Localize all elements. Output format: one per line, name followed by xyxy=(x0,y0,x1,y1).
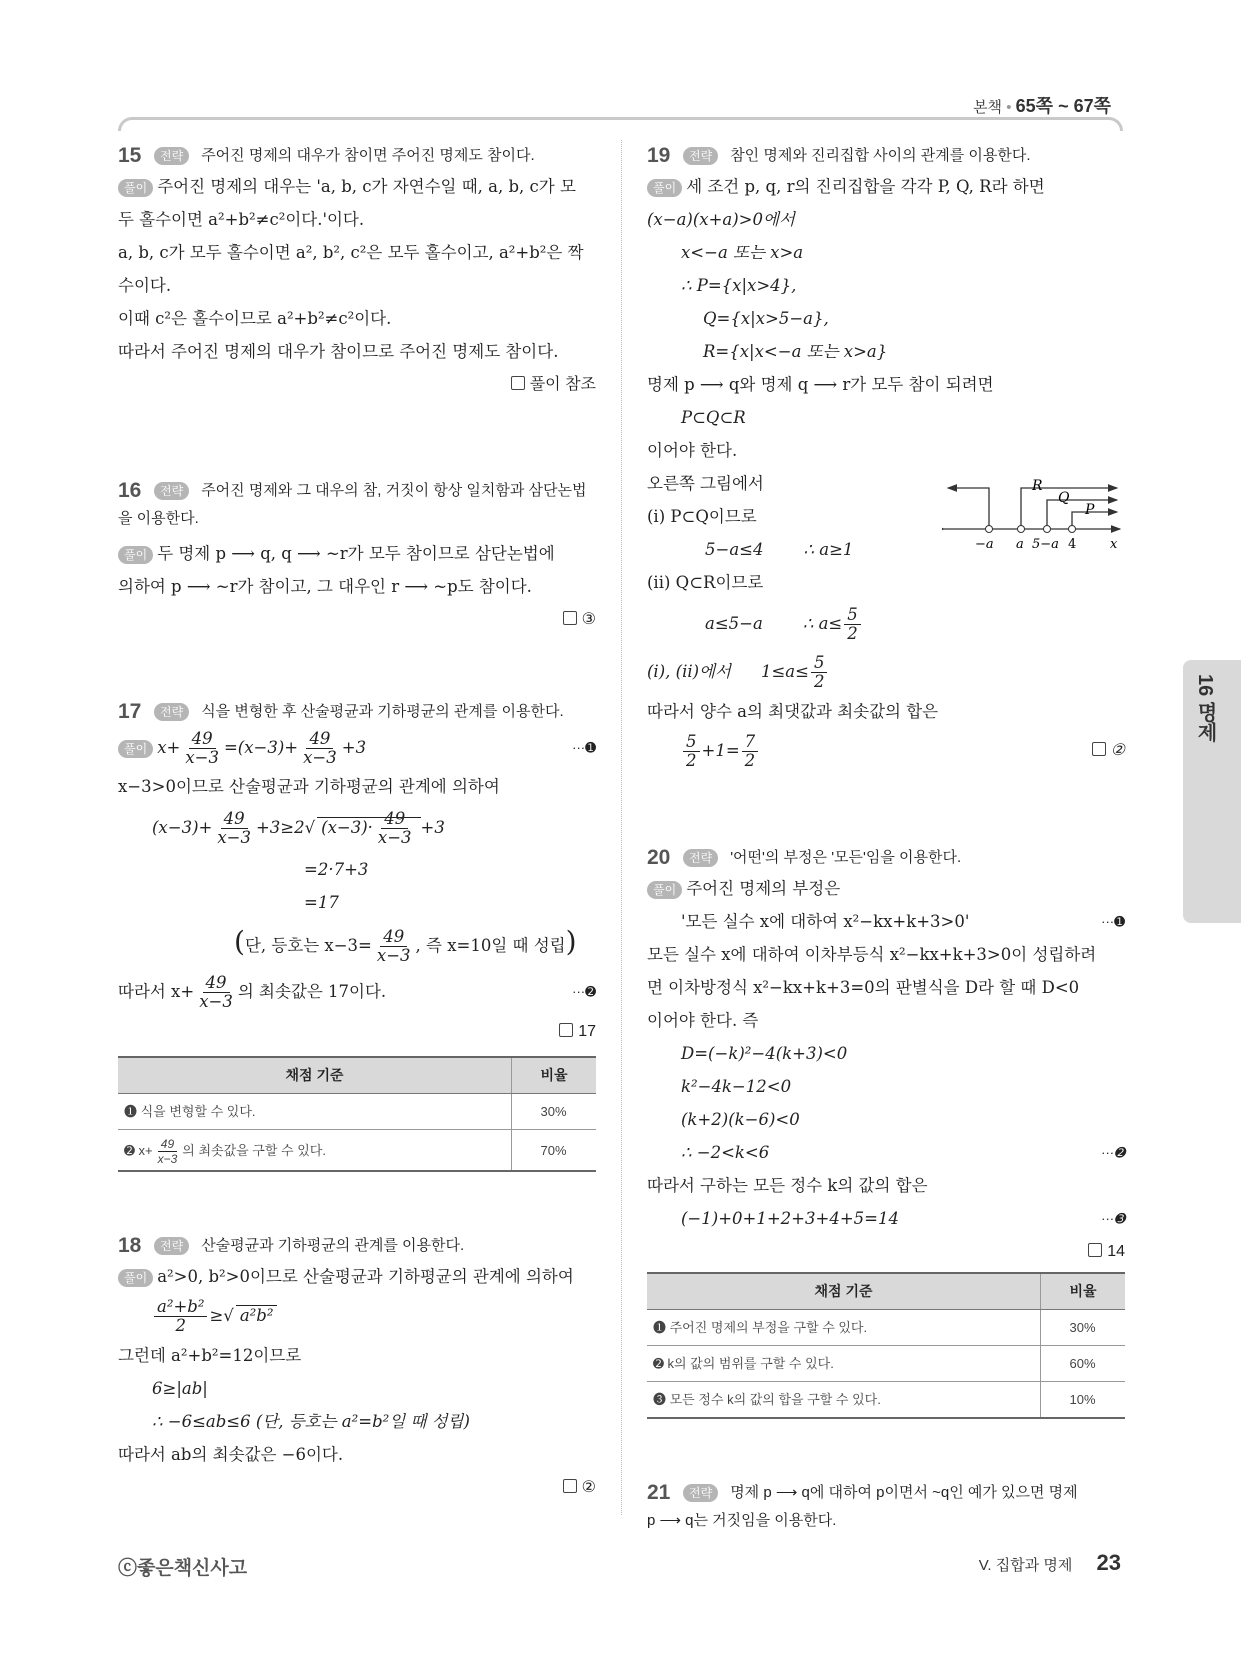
math-line: $\frac{\text{a²+b²}}{2}$ ≥√ a²b² xyxy=(118,1293,596,1339)
solution-line: 따라서 주어진 명제의 대우가 참이므로 주어진 명제도 참이다. xyxy=(118,342,559,361)
answer-icon xyxy=(1092,742,1106,756)
solution-badge: 풀이 xyxy=(118,546,153,564)
math-line: (x−a)(x+a)>0에서 xyxy=(647,210,795,229)
publisher-logo: ⓒ좋은책신사고 xyxy=(118,1558,248,1579)
strategy-badge: 전략 xyxy=(683,849,718,867)
solution-line: 따라서 x+ $\frac{49}{x-3}$ 의 최솟값은 17이다. ···➋ xyxy=(118,969,596,1015)
answer xyxy=(118,368,596,401)
solution-badge: 풀이 xyxy=(118,179,153,197)
math-line: =17 xyxy=(304,893,339,912)
solution-line: 따라서 구하는 모든 정수 k의 값의 합은 xyxy=(647,1176,928,1195)
step-marker: ···➊ xyxy=(1101,914,1125,929)
right-column xyxy=(647,142,1125,1535)
math-line: a≤5−a ∴ a≤ $\frac{5}{2}$ xyxy=(647,599,1125,649)
solution-line: 의하여 p ⟶ ~r가 참이고, 그 대우인 r ⟶ ~p도 참이다. xyxy=(118,577,532,596)
answer-icon xyxy=(511,376,525,390)
chapter-title: V. 집합과 명제 xyxy=(978,1557,1073,1574)
math-line: (k+2)(k−6)<0 xyxy=(681,1110,800,1129)
strategy-text: 산술평균과 기하평균의 관계를 이용한다. xyxy=(201,1237,465,1254)
chapter-side-tab xyxy=(1183,660,1241,923)
question-number: 16 xyxy=(118,479,142,502)
strategy-text: 주어진 명제의 대우가 참이면 주어진 명제도 참이다. xyxy=(201,147,535,164)
point-5-a xyxy=(1044,526,1051,533)
math-line: =2·7+3 xyxy=(304,860,369,879)
solution-line: '모든 실수 x에 대하여 x²−kx+k+3>0' ···➊ xyxy=(647,905,1125,938)
math-line: ∴ P={x|x>4}, xyxy=(681,276,797,295)
answer-text: 14 xyxy=(1107,1243,1125,1260)
strategy-badge: 전략 xyxy=(154,703,189,721)
table-header: 채점 기준 xyxy=(118,1057,512,1094)
answer-icon xyxy=(563,1479,577,1493)
solution-badge: 풀이 xyxy=(647,881,682,899)
answer-text: ② xyxy=(581,1479,596,1496)
math-line: (−1)+0+1+2+3+4+5=14 ···➌ xyxy=(647,1202,1125,1235)
answer xyxy=(647,1235,1125,1268)
solution-line: 이어야 한다. 즉 xyxy=(647,1011,759,1030)
question-18 xyxy=(118,1232,596,1504)
set-r-left xyxy=(948,488,989,529)
math-line: $\frac{5}{2}$ +1= $\frac{7}{2}$ ② xyxy=(647,728,1125,774)
question-number: 15 xyxy=(118,144,142,167)
solution-line: 이때 c²은 홀수이므로 a²+b²≠c²이다. xyxy=(118,309,392,328)
solution-line: 수이다. xyxy=(118,276,172,295)
set-p xyxy=(1072,512,1117,529)
math-line: D=(−k)²−4(k+3)<0 xyxy=(681,1044,848,1063)
math-line: 6≥|ab| xyxy=(152,1379,208,1398)
question-number: 19 xyxy=(647,144,671,167)
step-marker: ···➋ xyxy=(1101,1145,1125,1160)
page-footer xyxy=(979,1550,1121,1576)
answer xyxy=(118,1471,596,1504)
math-line: (x−3)+ $\frac{49}{x-3}$ +3≥2√ (x−3)· $\frac{49}{x-3}$ +3 xyxy=(152,809,445,847)
solution-line: a, b, c가 모두 홀수이면 a², b², c²은 모두 홀수이고, a²+b²은 짝 xyxy=(118,243,584,262)
solution-line: 주어진 명제의 대우는 'a, b, c가 자연수일 때, a, b, c가 모 xyxy=(157,177,576,196)
table-row: ➌ 모든 정수 k의 값의 합을 구할 수 있다. 10% xyxy=(647,1382,1125,1419)
answer xyxy=(1092,728,1125,774)
question-21 xyxy=(647,1479,1125,1535)
strategy-text: 명제 p ⟶ q에 대하여 p이면서 ~q인 예가 있으면 명제 xyxy=(730,1484,1078,1501)
step-marker: ···➌ xyxy=(1101,1211,1125,1226)
answer xyxy=(118,603,596,636)
solution-line: 그런데 a²+b²=12이므로 xyxy=(118,1346,302,1365)
header-rule xyxy=(118,117,1123,131)
solution-badge: 풀이 xyxy=(647,179,682,197)
math-line: 5−a≤4 ∴ a≥1 xyxy=(705,540,854,559)
math-line: P⊂Q⊂R xyxy=(681,408,746,427)
solution-line: 따라서 양수 a의 최댓값과 최솟값의 합은 xyxy=(647,702,939,721)
label-r: R xyxy=(1032,478,1043,494)
solution-line: 두 홀수이면 a²+b²≠c²이다.'이다. xyxy=(118,210,365,229)
point-a xyxy=(1018,526,1025,533)
table-row: ➋ k의 값의 범위를 구할 수 있다. 60% xyxy=(647,1346,1125,1382)
strategy-text: 식을 변형한 후 산술평균과 기하평균의 관계를 이용한다. xyxy=(201,703,564,720)
fraction: $\frac{49}{x-3}$ xyxy=(185,729,219,767)
step-marker: ···➋ xyxy=(572,984,596,999)
tick-a: a xyxy=(1016,537,1024,552)
math-condition: (단, 등호는 x−3= $\frac{49}{x-3}$ , 즉 x=10일 때 성립) xyxy=(234,925,577,965)
strategy-text-cont: 을 이용한다. xyxy=(118,510,199,527)
header-book: 본책 xyxy=(973,99,1003,116)
question-15 xyxy=(118,142,596,401)
header-pages: 65쪽 ~ 67쪽 xyxy=(1015,96,1111,116)
tick-neg-a: −a xyxy=(975,537,994,552)
solution-badge: 풀이 xyxy=(118,1269,153,1287)
question-17 xyxy=(118,698,596,1172)
point-4 xyxy=(1069,526,1076,533)
page-header xyxy=(973,92,1111,118)
scoring-table xyxy=(118,1056,596,1172)
question-19 xyxy=(647,142,1125,774)
step-marker: ···➊ xyxy=(572,740,596,755)
math-line: k²−4k−12<0 xyxy=(681,1077,792,1096)
answer xyxy=(118,1015,596,1048)
table-header: 비율 xyxy=(512,1057,597,1094)
solution-line: (i) P⊂Q이므로 xyxy=(647,507,757,526)
strategy-badge: 전략 xyxy=(154,1237,189,1255)
solution-badge: 풀이 xyxy=(118,740,153,758)
math-line: (i), (ii)에서 1≤a≤ $\frac{5}{2}$ xyxy=(647,649,1125,695)
question-number: 21 xyxy=(647,1481,671,1504)
strategy-badge: 전략 xyxy=(683,147,718,165)
answer-icon xyxy=(1088,1243,1102,1257)
solution-line: 따라서 ab의 최솟값은 −6이다. xyxy=(118,1445,344,1464)
answer-text: 풀이 참조 xyxy=(529,376,596,393)
answer-text: ③ xyxy=(581,611,596,628)
solution-line: (ii) Q⊂R이므로 xyxy=(647,573,764,592)
solution-line: 면 이차방정식 x²−kx+k+3=0의 판별식을 D라 할 때 D<0 xyxy=(647,978,1080,997)
label-p: P xyxy=(1085,502,1095,518)
axis-x-label: x xyxy=(1110,537,1118,552)
strategy-badge: 전략 xyxy=(154,482,189,500)
tick-5-a: 5−a xyxy=(1032,537,1059,552)
math-line: Q={x|x>5−a}, xyxy=(703,309,829,328)
math-line: ∴ −2<k<6 ···➋ xyxy=(647,1136,1125,1169)
table-header: 비율 xyxy=(1041,1273,1126,1310)
strategy-badge: 전략 xyxy=(683,1484,718,1502)
header-dot: • xyxy=(1006,99,1012,116)
question-16 xyxy=(118,477,596,636)
question-number: 17 xyxy=(118,700,142,723)
solution-line: x−3>0이므로 산술평균과 기하평균의 관계에 의하여 xyxy=(118,777,500,796)
question-20 xyxy=(647,844,1125,1419)
side-tab-label: 16 명제 xyxy=(1194,674,1216,742)
page-number: 23 xyxy=(1096,1550,1121,1575)
table-row: ➊ 식을 변형할 수 있다. 30% xyxy=(118,1094,596,1130)
solution-line: 이어야 한다. xyxy=(647,441,738,460)
left-column xyxy=(118,142,596,1504)
math: =(x−3)+ xyxy=(223,738,299,757)
strategy-text-cont: p ⟶ q는 거짓임을 이용한다. xyxy=(647,1512,837,1529)
point-neg-a xyxy=(986,526,993,533)
strategy-text: 주어진 명제와 그 대우의 참, 거짓이 항상 일치함과 삼단논법 xyxy=(201,482,587,499)
answer-icon xyxy=(563,611,577,625)
question-number: 20 xyxy=(647,846,671,869)
math-line: ∴ −6≤ab≤6 (단, 등호는 a²=b²일 때 성립) xyxy=(152,1412,470,1431)
number-line-diagram xyxy=(942,478,1122,558)
solution-line: 오른쪽 그림에서 xyxy=(647,474,764,493)
fraction: $\frac{49}{x-3}$ xyxy=(303,729,337,767)
strategy-text: 참인 명제와 진리집합 사이의 관계를 이용한다. xyxy=(730,147,1031,164)
answer-icon xyxy=(559,1023,573,1037)
math-line: x<−a 또는 x>a xyxy=(681,243,804,262)
question-number: 18 xyxy=(118,1234,142,1257)
table-header: 채점 기준 xyxy=(647,1273,1041,1310)
math-line: R={x|x<−a 또는 x>a} xyxy=(703,342,888,361)
solution-line: 주어진 명제의 부정은 xyxy=(686,879,841,898)
solution-line: 두 명제 p ⟶ q, q ⟶ ~r가 모두 참이므로 삼단논법에 xyxy=(157,544,555,563)
strategy-text: '어떤'의 부정은 '모든'임을 이용한다. xyxy=(730,849,962,866)
tick-4: 4 xyxy=(1068,537,1077,552)
scoring-table xyxy=(647,1272,1125,1419)
answer-text: ② xyxy=(1110,742,1125,759)
solution-line: a²>0, b²>0이므로 산술평균과 기하평균의 관계에 의하여 xyxy=(157,1267,574,1286)
label-q: Q xyxy=(1058,490,1070,506)
table-row: ➋ x+ $\frac{49}{x-3}$ 의 최솟값을 구할 수 있다. 70% xyxy=(118,1130,596,1172)
solution-line: 모든 실수 x에 대하여 이차부등식 x²−kx+k+3>0이 성립하려 xyxy=(647,945,1097,964)
math: x+ xyxy=(157,738,181,757)
answer-text: 17 xyxy=(578,1023,596,1040)
column-divider xyxy=(621,140,622,1515)
table-row: ➊ 주어진 명제의 부정을 구할 수 있다. 30% xyxy=(647,1310,1125,1346)
solution-line: 명제 p ⟶ q와 명제 q ⟶ r가 모두 참이 되려면 xyxy=(647,375,994,394)
math: +3 xyxy=(341,738,367,757)
solution-line: 세 조건 p, q, r의 진리집합을 각각 P, Q, R라 하면 xyxy=(686,177,1045,196)
strategy-badge: 전략 xyxy=(154,147,189,165)
